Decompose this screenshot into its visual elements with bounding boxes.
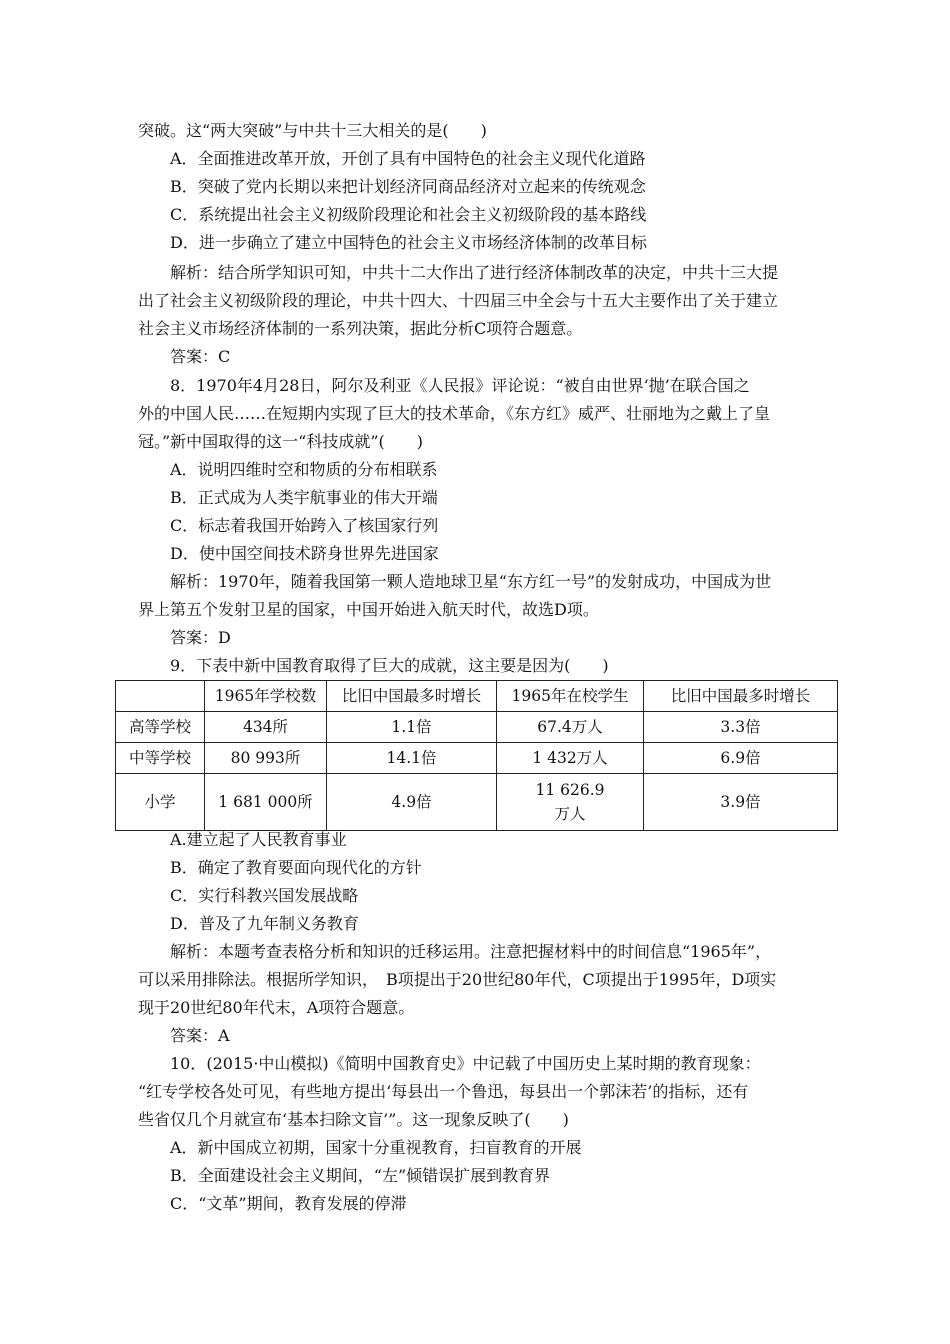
table-row bbox=[116, 743, 838, 774]
q8-stem-line1: 8．1970年4月28日，阿尔及利亚《人民报》评论说：“被自由世界‘抛’在联合国之 bbox=[170, 376, 750, 395]
table-cell: 1.1倍 bbox=[327, 712, 497, 743]
q10-stem-line2: “红专学校各处可见，有些地方提出‘每县出一个鲁迅，每县出一个郭沫若’的指标，还有 bbox=[138, 1082, 749, 1101]
q9-answer: 答案：A bbox=[170, 1026, 230, 1045]
table-cell: 中等学校 bbox=[116, 743, 205, 774]
table-cell: 小学 bbox=[116, 774, 205, 831]
q8-option-a: A．说明四维时空和物质的分布相联系 bbox=[170, 460, 438, 479]
q9-analysis-line3: 现于20世纪80年代末，A项符合题意。 bbox=[138, 998, 415, 1017]
q9-analysis-line1: 解析：本题考查表格分析和知识的迁移运用。注意把握材料中的时间信息“1965年”， bbox=[170, 942, 772, 961]
q7-stem-end: 突破。这“两大突破”与中共十三大相关的是( ) bbox=[138, 121, 487, 140]
q8-option-d: D．使中国空间技术跻身世界先进国家 bbox=[170, 544, 439, 563]
q8-option-c: C．标志着我国开始跨入了核国家行列 bbox=[170, 516, 439, 535]
q7-option-c: C．系统提出社会主义初级阶段理论和社会主义初级阶段的基本路线 bbox=[170, 205, 647, 224]
q7-option-d: D．进一步确立了建立中国特色的社会主义市场经济体制的改革目标 bbox=[170, 233, 647, 252]
table-cell-line1: 11 626.9 bbox=[535, 781, 605, 799]
q8-stem-line3: 冠。”新中国取得的这一“科技成就”( ) bbox=[138, 432, 424, 451]
table-header-cell: 1965年学校数 bbox=[205, 681, 327, 712]
q7-answer: 答案：C bbox=[170, 347, 231, 366]
q10-option-a: A．新中国成立初期，国家十分重视教育，扫盲教育的开展 bbox=[170, 1138, 582, 1157]
table-cell: 80 993所 bbox=[205, 743, 327, 774]
q10-stem-line1: 10．(2015·中山模拟)《简明中国教育史》中记载了中国历史上某时期的教育现象： bbox=[170, 1054, 761, 1073]
q9-option-b: B．确定了教育要面向现代化的方针 bbox=[170, 858, 422, 877]
table-cell: 4.9倍 bbox=[327, 774, 497, 831]
table-header-row bbox=[116, 681, 838, 712]
q7-analysis-line3: 社会主义市场经济体制的一系列决策，据此分析C项符合题意。 bbox=[138, 319, 583, 338]
q7-analysis-line2: 出了社会主义初级阶段的理论，中共十四大、十四届三中全会与十五大主要作出了关于建立 bbox=[138, 291, 779, 310]
q10-option-b: B．全面建设社会主义期间，“左”倾错误扩展到教育界 bbox=[170, 1166, 551, 1185]
q7-analysis-line1: 解析：结合所学知识可知，中共十二大作出了进行经济体制改革的决定，中共十三大提 bbox=[170, 263, 779, 282]
table-cell: 14.1倍 bbox=[327, 743, 497, 774]
q9-analysis-line2: 可以采用排除法。根据所学知识， B项提出于20世纪80年代，C项提出于1995年，D项实 bbox=[138, 970, 777, 989]
q7-option-a: A．全面推进改革开放，开创了具有中国特色的社会主义现代化道路 bbox=[170, 149, 646, 168]
table-cell: 67.4万人 bbox=[497, 712, 644, 743]
q10-option-c: C．“文革”期间，教育发展的停滞 bbox=[170, 1194, 407, 1213]
table-cell: 6.9倍 bbox=[644, 743, 838, 774]
table-cell: 3.9倍 bbox=[644, 774, 838, 831]
table-row bbox=[116, 774, 838, 831]
education-table bbox=[115, 680, 838, 831]
q8-option-b: B．正式成为人类宇航事业的伟大开端 bbox=[170, 488, 438, 507]
table-header-cell bbox=[116, 681, 205, 712]
table-header-cell: 比旧中国最多时增长 bbox=[644, 681, 838, 712]
table-cell: 1 681 000所 bbox=[205, 774, 327, 831]
table-header-cell: 比旧中国最多时增长 bbox=[327, 681, 497, 712]
table-header-cell: 1965年在校学生 bbox=[497, 681, 644, 712]
q8-stem-line2: 外的中国人民……在短期内实现了巨大的技术革命，《东方红》威严、壮丽地为之戴上了皇 bbox=[138, 404, 771, 423]
table-row bbox=[116, 712, 838, 743]
q10-stem-line3: 些省仅几个月就宣布‘基本扫除文盲’”。这一现象反映了( ) bbox=[138, 1110, 569, 1129]
q8-analysis-line1: 解析：1970年，随着我国第一颗人造地球卫星“东方红一号”的发射成功，中国成为世 bbox=[170, 572, 772, 591]
table-cell: 1 432万人 bbox=[497, 743, 644, 774]
table-cell: 434所 bbox=[205, 712, 327, 743]
q9-option-a: A.建立起了人民教育事业 bbox=[170, 830, 347, 849]
q9-stem: 9．下表中新中国教育取得了巨大的成就，这主要是因为( ) bbox=[170, 656, 609, 675]
table-cell: 高等学校 bbox=[116, 712, 205, 743]
table-cell bbox=[497, 774, 644, 831]
q7-option-b: B．突破了党内长期以来把计划经济同商品经济对立起来的传统观念 bbox=[170, 177, 646, 196]
q9-option-c: C．实行科教兴国发展战略 bbox=[170, 886, 359, 905]
q8-analysis-line2: 界上第五个发射卫星的国家，中国开始进入航天时代，故选D项。 bbox=[138, 600, 599, 619]
q8-answer: 答案：D bbox=[170, 628, 231, 647]
table-cell-line2: 万人 bbox=[554, 805, 586, 823]
table-cell: 3.3倍 bbox=[644, 712, 838, 743]
q9-option-d: D．普及了九年制义务教育 bbox=[170, 914, 359, 933]
